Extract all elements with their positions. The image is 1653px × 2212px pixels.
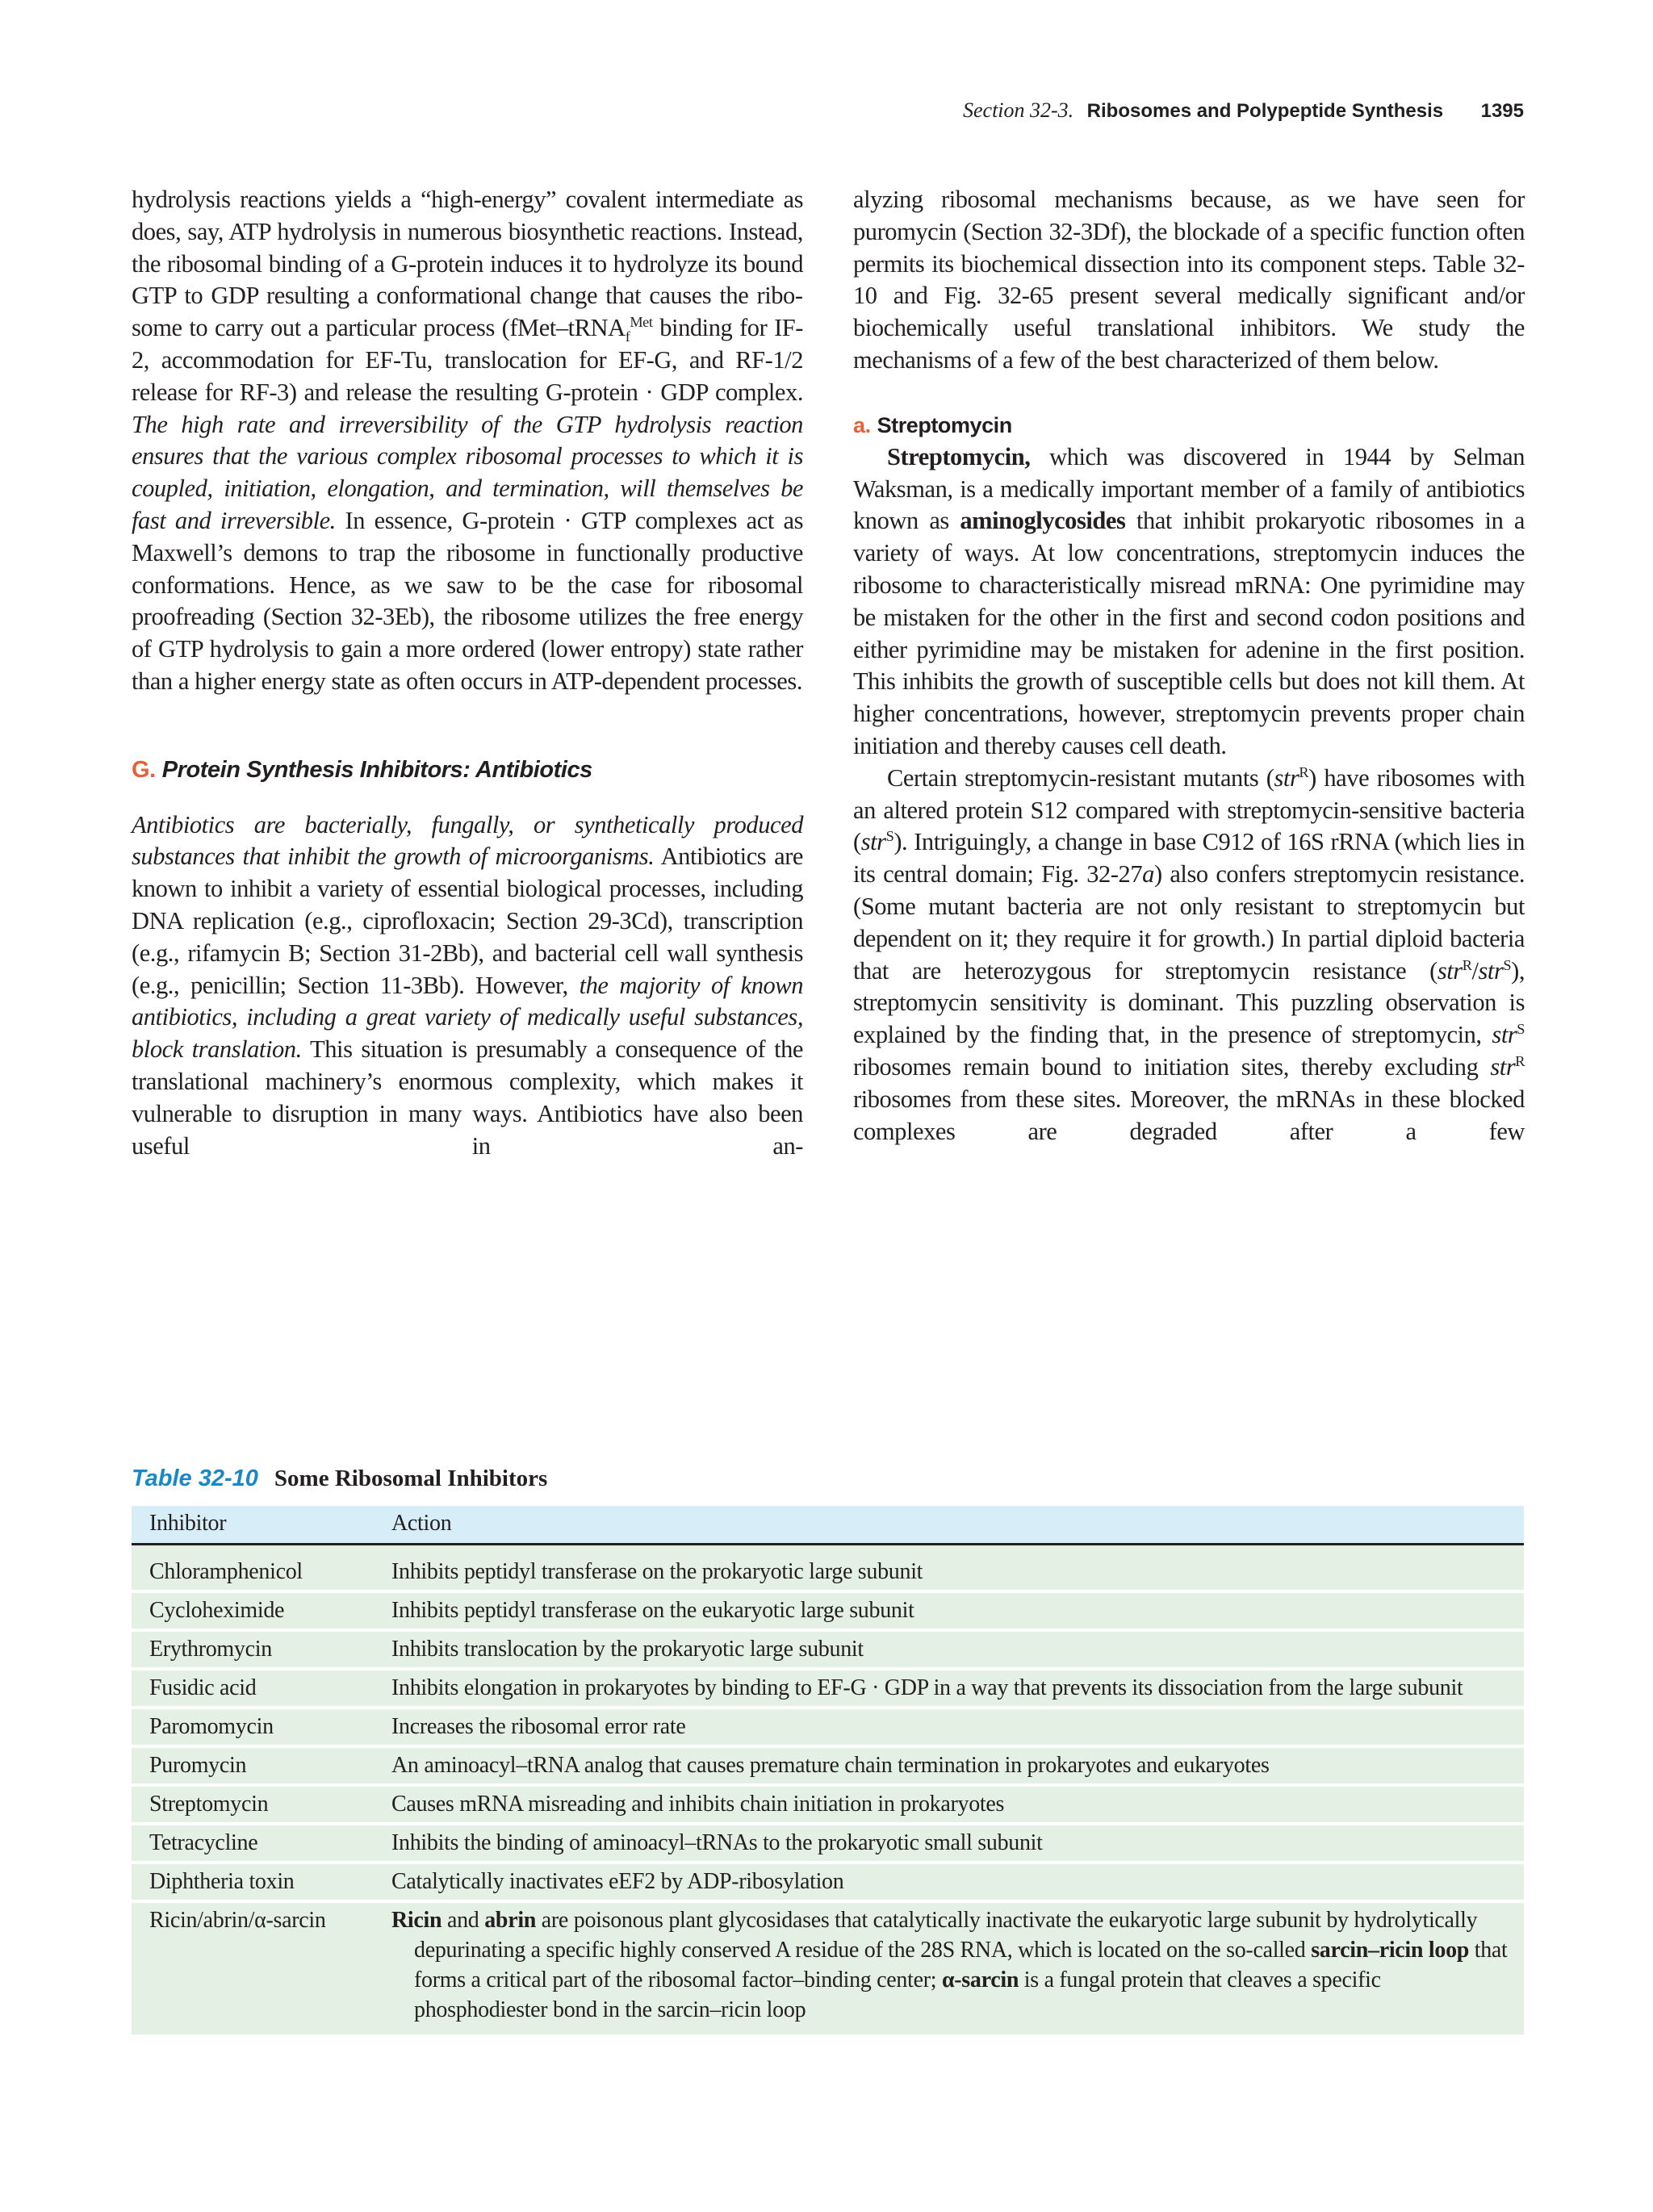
superscript: S [1503, 956, 1512, 973]
text-run: Inhibits the binding of aminoacyl–tRNAs to the prokaryotic small subunit [391, 1830, 1043, 1855]
bold-term: abrin [484, 1908, 537, 1933]
action-cell [391, 1863, 1524, 1901]
text-run: binding for IF-2, accommodation for EF-Tu, translocation for EF-G, and RF-1/2 release for RF-3) and release the resulting G-protein · GDP complex. [132, 314, 803, 406]
italic-text: str [1437, 956, 1463, 985]
text-run: that forms a critical part of the ribosomal factor–binding center; [414, 1938, 1508, 1992]
inhibitor-cell: Tetracycline [132, 1824, 391, 1863]
inhibitor-cell: Chloramphenicol [132, 1545, 391, 1592]
bold-term: aminoglycosides [960, 507, 1126, 535]
table-row [132, 1824, 1524, 1863]
inhibitor-cell: Ricin/abrin/α-sarcin [132, 1901, 391, 2034]
superscript: R [1299, 763, 1309, 780]
italic-text: str [860, 828, 886, 856]
paragraph [853, 184, 1525, 377]
action-text [391, 1828, 1509, 1858]
text-run: Inhibits peptidyl transferase on the prokaryotic large subunit [391, 1559, 923, 1584]
italic-text: str [1492, 1021, 1517, 1049]
italic-text: the majority of known antibiotics, including a great variety of medically useful substances, block translation. [132, 971, 804, 1064]
page-number: 1395 [1480, 100, 1524, 122]
action-text [391, 1712, 1509, 1742]
text-run: Increases the ribosomal error rate [391, 1714, 686, 1739]
action-cell [391, 1785, 1524, 1824]
italic-text: str [1478, 956, 1504, 985]
table-row [132, 1630, 1524, 1669]
superscript: R [1515, 1052, 1525, 1069]
text-run: ) have ribosomes with an altered protein S12 compared with streptomycin-sensitive bacteria ( [853, 763, 1525, 856]
inhibitor-cell: Fusidic acid [132, 1669, 391, 1708]
running-head-section: Section 32-3. [962, 98, 1074, 122]
paragraph [132, 809, 803, 1163]
text-run: Catalytically inactivates eEF2 by ADP-ribosylation [391, 1869, 844, 1894]
superscript: S [885, 828, 894, 845]
bold-term: sarcin–ricin loop [1311, 1938, 1470, 1963]
paragraph [853, 763, 1525, 1148]
action-cell [391, 1630, 1524, 1669]
action-text [391, 1905, 1509, 2025]
action-text [391, 1634, 1509, 1664]
table-title [132, 1466, 547, 1492]
text-run: Certain streptomycin-resistant mutants ( [887, 763, 1274, 792]
table-row [132, 1901, 1524, 2034]
bold-term: α-sarcin [941, 1967, 1019, 1992]
bold-term: Streptomycin, [887, 442, 1031, 470]
inhibitor-cell: Puromycin [132, 1746, 391, 1785]
text-run: which was discovered in 1944 by Selman Waksman, is a medically important member of a family of antibiotics known as [853, 442, 1525, 535]
text-run: hydrolysis reactions yields a “high-energy” covalent intermediate as does, say, ATP hydrolysis in numerous biosynthetic reactions. Instead, the ribosomal binding of a G-protein induces it to hydrolyze its bound GTP to GDP resulting a conformational change that causes the ribosome to carry out a particular process (fMet–tRNA [132, 186, 803, 342]
text-run: Inhibits peptidyl transferase on the eukaryotic large subunit [391, 1598, 914, 1623]
text-run: In essence, G-protein · GTP complexes act as Maxwell’s demons to trap the ribosome in functionally productive conformations. Hence, as we saw to be the case for ribosomal proofreading (Section 32-3Eb), the ribosome utilizes the free energy of GTP hydrolysis to gain a more ordered (lower entropy) state rather than a higher energy state as often occurs in ATP-dependent processes. [132, 506, 803, 695]
table-row [132, 1746, 1524, 1785]
text-run: Causes mRNA misreading and inhibits chain initiation in prokaryotes [391, 1792, 1005, 1817]
text-run: Inhibits translocation by the prokaryotic large subunit [391, 1637, 864, 1662]
section-marker: G. [132, 756, 156, 783]
action-text [391, 1750, 1509, 1780]
superscript: R [1462, 956, 1472, 973]
text-run: alyzing ribosomal mechanisms because, as we have seen for puromycin (Section 32-3Df), the blockade of a specific function often permits its biochemical dissection into its component steps. Table 32-10 and Fig. 32-65 present several medically significant and/or biochemically useful translational inhibitors. We study the mechanisms of a few of the best characterized of them below. [853, 186, 1525, 374]
text-run: ) also confers streptomycin resistance. (Some mutant bacteria are not only resistant to streptomycin but dependent on it; they require it for growth.) In partial diploid bacteria that are heterozygous for streptomycin resistance ( [853, 860, 1525, 985]
text-run: ribosomes from these sites. Moreover, the mRNAs in these blocked complexes are degraded after a few [853, 1085, 1525, 1145]
action-text [391, 1557, 1509, 1587]
table-row [132, 1669, 1524, 1708]
text-run: This situation is presumably a consequence of the translational machinery’s enormous complexity, which makes it vulnerable to disruption in many ways. Antibiotics have also been useful in an- [132, 1035, 803, 1160]
text-run: and [441, 1908, 485, 1933]
right-column [853, 184, 1525, 1148]
action-cell [391, 1901, 1524, 2034]
action-cell [391, 1545, 1524, 1592]
table-header-row [132, 1506, 1524, 1545]
action-cell [391, 1591, 1524, 1630]
text-run: that inhibit prokaryotic ribosomes in a variety of ways. At low concentrations, streptomycin induces the ribosome to characteristically misread mRNA: One pyrimidine may be mistaken for the other in the first and second codon positions and either pyrimidine may be mistaken for adenine in the first position. This inhibits the growth of susceptible cells but does not kill them. At higher concentrations, however, streptomycin prevents proper chain initiation and thereby causes cell death. [853, 507, 1525, 759]
table-row [132, 1785, 1524, 1824]
action-cell [391, 1746, 1524, 1785]
ribosomal-inhibitors-table [132, 1506, 1524, 2034]
action-text [391, 1867, 1509, 1896]
superscript: Met [630, 314, 653, 331]
subsection-heading [853, 409, 1525, 441]
action-text [391, 1595, 1509, 1625]
text-run: Inhibits elongation in prokaryotes by binding to EF-G · GDP in a way that prevents its dissociation from the large subunit [391, 1675, 1463, 1700]
text-run: ). Intriguingly, a change in base C912 of 16S rRNA (which lies in its central domain; Fig. 32-27 [853, 828, 1525, 889]
table-row [132, 1708, 1524, 1746]
table-row [132, 1863, 1524, 1901]
italic-text: Antibiotics are bacterially, fungally, or synthetically produced substances that inhibit the growth of microorganisms. [132, 810, 803, 871]
action-cell [391, 1708, 1524, 1746]
text-run: / [1471, 956, 1479, 985]
inhibitor-cell: Erythromycin [132, 1630, 391, 1669]
section-heading-text: Protein Synthesis Inhibitors: Antibiotics [161, 756, 592, 783]
paragraph [132, 184, 803, 698]
italic-text: a [1142, 860, 1154, 889]
section-heading [132, 755, 803, 787]
table-row [132, 1545, 1524, 1592]
italic-text: str [1490, 1052, 1516, 1081]
action-text [391, 1673, 1509, 1703]
table-label: Table 32-10 [132, 1466, 258, 1491]
text-run: An aminoacyl–tRNA analog that causes premature chain termination in prokaryotes and eukaryotes [391, 1753, 1270, 1778]
inhibitor-cell: Paromomycin [132, 1708, 391, 1746]
text-run: are poisonous plant glycosidases that catalytically inactivate the eukaryotic large subunit by hydrolytically depurinating a specific highly conserved A residue of the 28S RNA, which is located on the so-called [414, 1908, 1478, 1963]
text-run: ), streptomycin sensitivity is dominant. This puzzling observation is explained by the finding that, in the presence of streptomycin, [853, 956, 1525, 1049]
text-run: Antibiotics are known to inhibit a variety of essential biological processes, including DNA replication (e.g., ciprofloxacin; Section 29-3Cd), transcription (e.g., rifamycin B; Section 31-2Bb), and bacterial cell wall synthesis (e.g., penicillin; Section 11-3Bb). However, [132, 843, 803, 999]
inhibitor-cell: Cycloheximide [132, 1591, 391, 1630]
subsection-marker: a. [853, 412, 871, 437]
subscript: f [625, 328, 630, 345]
superscript: S [1517, 1020, 1525, 1037]
column-header-inhibitor: Inhibitor [132, 1506, 391, 1545]
bold-term: Ricin [391, 1908, 442, 1933]
table-caption: Some Ribosomal Inhibitors [274, 1466, 548, 1491]
text-run: ribosomes remain bound to initiation sites, thereby excluding [853, 1052, 1491, 1081]
table-row [132, 1591, 1524, 1630]
left-column [132, 184, 803, 1162]
action-cell [391, 1824, 1524, 1863]
paragraph [853, 441, 1525, 763]
action-text [391, 1789, 1509, 1819]
inhibitor-cell: Streptomycin [132, 1785, 391, 1824]
column-header-action: Action [391, 1506, 1524, 1545]
subsection-heading-text: Streptomycin [877, 412, 1012, 437]
running-head-title: Ribosomes and Polypeptide Synthesis [1086, 100, 1444, 122]
italic-text: The high rate and irreversibility of the GTP hydrolysis reaction ensures that the various complex ribosomal processes to which it is coupled, initiation, elongation, and termination, will themselves be fast and irreversible. [132, 410, 803, 534]
action-cell [391, 1669, 1524, 1708]
inhibitor-cell: Diphtheria toxin [132, 1863, 391, 1901]
italic-text: str [1274, 763, 1299, 792]
running-head [963, 98, 1524, 123]
text-run: is a fungal protein that cleaves a specific phosphodiester bond in the sarcin–ricin loop [414, 1967, 1381, 2022]
